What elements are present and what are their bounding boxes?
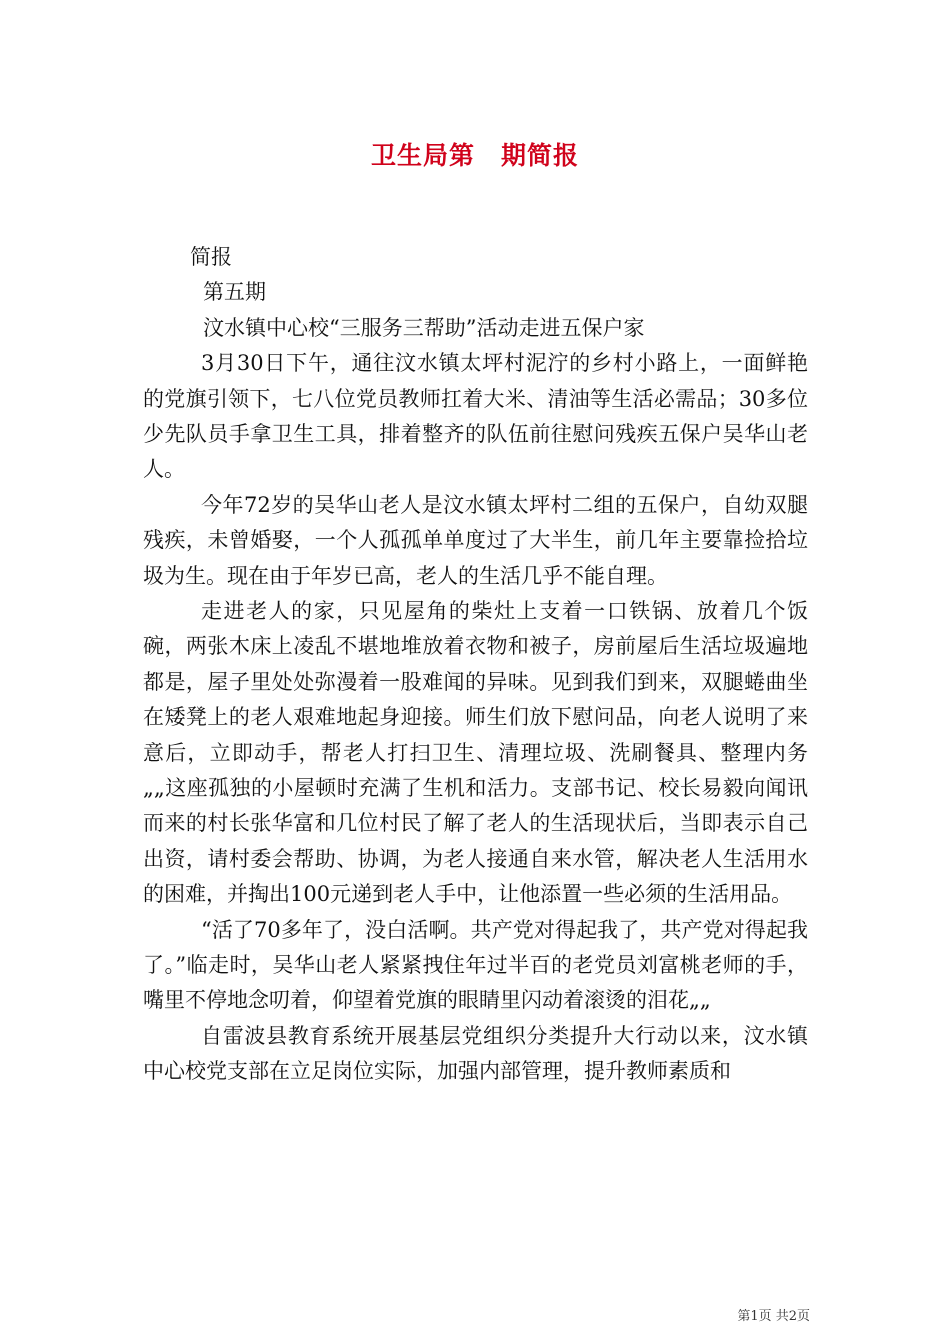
page-number: 第1页 共2页 <box>737 1309 810 1324</box>
paragraph: 3月30日下午，通往汶水镇太坪村泥泞的乡村小路上，一面鲜艳的党旗引领下，七八位党员教师扛着大米、清油等生活必需品；30多位少先队员手拿卫生工具，排着整齐的队伍前往慰问残疾五保户吴华山老人。 <box>143 351 808 482</box>
page-title: 卫生局第 期简报 <box>370 141 579 170</box>
paragraph: “活了70多年了，没白活啊。共产党对得起我了，共产党对得起我了。”临走时，吴华山老人紧紧拽住年过半百的老党员刘富桃老师的手，嘴里不停地念叨着，仰望着党旗的眼睛里闪动着滚烫的泪花„„ <box>143 917 808 1013</box>
paragraph: 自雷波县教育系统开展基层党组织分类提升大行动以来，汶水镇中心校党支部在立足岗位实际，加强内部管理，提升教师素质和 <box>143 1023 808 1084</box>
article-headline: 汶水镇中心校“三服务三帮助”活动走进五保户家 <box>203 315 645 340</box>
paragraph: 走进老人的家，只见屋角的柴灶上支着一口铁锅、放着几个饭碗，两张木床上凌乱不堪地堆放着衣物和被子，房前屋后生活垃圾遍地都是，屋子里处处弥漫着一股难闻的异味。见到我们到来，双腿蜷曲坐在矮凳上的老人艰难地起身迎接。师生们放下慰问品，向老人说明了来意后，立即动手，帮老人打扫卫生、清理垃圾、洗刷餐具、整理内务„„这座孤独的小屋顿时充满了生机和活力。支部书记、校长易毅向闻讯而来的村长张华富和几位村民了解了老人的生活现状后，当即表示自己出资，请村委会帮助、协调，为老人接通自来水管，解决老人生活用水的困难，并掏出100元递到老人手中，让他添置一些必须的生活用品。 <box>143 599 808 907</box>
document-body <box>143 240 808 1090</box>
header-line-issue: 第五期 <box>203 280 266 305</box>
header-line-jianbao: 简报 <box>190 245 232 269</box>
paragraph: 今年72岁的吴华山老人是汶水镇太坪村二组的五保户，自幼双腿残疾，未曾婚娶，一个人孤孤单单度过了大半生，前几年主要靠捡拾垃圾为生。现在由于年岁已高，老人的生活几乎不能自理。 <box>143 492 808 588</box>
